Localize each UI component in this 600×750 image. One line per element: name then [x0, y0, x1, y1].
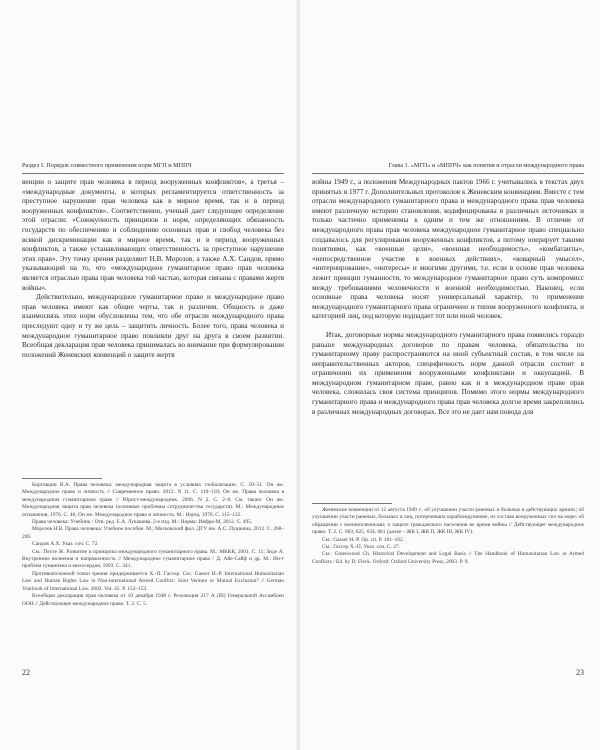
- footnote: Морозов Н.В. Права человека: Учебное пособие. М.; Московский фил. ДГУ им. А.С. Пушкина, 2012. С. 268–269.: [22, 526, 284, 540]
- page-number: 23: [576, 668, 584, 677]
- running-header: Глава 1. «МГП» и «МППЧ» как понятия и отрасли международного права: [388, 162, 584, 169]
- footnote: См.: Гассер Х.-П. Указ. соч. С. 27.: [322, 544, 400, 551]
- running-header: Раздел I. Порядок совместного применения норм МГП и МППЧ: [22, 162, 192, 169]
- footnotes: [312, 507, 584, 566]
- footnote: См.: Песте Ж. Развитие и принципы международного гуманитарного права. М.: МККК, 2001. С. 11; Зиде А. Внутренние волнения и напряженность // Международное гуманитарное право / Д. Айе-Сайф и др. М.: Ин-т проблем гуманизма и милосердия, 1993. С. 341.: [22, 548, 284, 570]
- body-text: [22, 178, 284, 360]
- header-rule: [312, 173, 584, 174]
- footnote: См.: Gasser H.-P. Op. cit. P. 161–162.: [322, 536, 405, 543]
- header-rule: [22, 173, 284, 174]
- footnote: Женевские конвенции от 12 августа 1949 г.: об улучшении участи раненых и больных в действующих армиях; об улучшении участи раненых, больных и лиц, потерпевших кораблекрушение, из состава вооруженных сил на море; об обращении с военнопленными; о защите гражданского населения во время войны // Действующее международное право. Т. 2. С. 603, 625, 634, 681 (далее – ЖК I, ЖК II, ЖК III, ЖК IV).: [312, 507, 584, 536]
- right-page: [300, 0, 600, 750]
- body-text: [312, 178, 584, 417]
- footnotes: [22, 482, 284, 608]
- paragraph: венции о защите прав человека в период вооруженных конфликтов», а третья – «международные документы, в которых регламентируется ответственность за преступное нарушение прав человека как в мирное время, так и в период вооруженных конфликтов». Соответственно, ученый дает следующее определение этой отрасли: «Совокупность принципов и норм, определяющих обязанность государств по обеспечению и соблюдению основных прав и свобод человека без всякой дискриминации как в мирное время, так и в период вооруженных конфликтов, а также устанавливающих ответственность за преступное нарушение этих прав». Эту точку зрения разделяют Н.В. Морозов, а также А.Х. Саидов, прямо указывающий на то, что «международное гуманитарное право прав человека является отраслью права прав человека той частью, которая связана с правами жертв войны».: [22, 178, 284, 292]
- footnote: Саидов А.Х. Указ. соч. С. 72.: [32, 541, 99, 548]
- footnote: Всеобщая декларация прав человека от 10 декабря 1948 г. Резолюция 217 A (III) Генеральной Ассамблеи ООН // Действующее международное право. Т. 2. С. 5.: [22, 593, 284, 607]
- page-number: 22: [22, 668, 30, 677]
- paragraph: войны 1949 г., а положения Международных пактов 1966 г. учитывались в текстах двух принятых в 1977 г. Дополнительных протоколов к Женевским конвенциям. Вместе с тем отрасли международного гуманитарного права и международного права прав человека имеют различную историю становления, кодифицированы в различных источниках и только частично применимы к одним и тем же отношениям. В отличие от международного права прав человека международное гуманитарное право специально создавалось для регулирования вооруженных конфликтов, а потому оперирует такими понятиями, как «военные цели», «военная необходимость», «комбатанты», «непосредственное участие в военных действиях», «коварный умысел», «интернирование», «интересы» и многими другими, т.е. если в основе прав человека лежит принцип гуманности, то международное гуманитарное право суть компромисс между требованиями человечности и военной необходимостью. Наконец, если основные права человека носят универсальный характер, то применение международного гуманитарного права ограничено и типом вооруженного конфликта, и категорией лиц, под которую подпадает тот или иной человек.: [312, 178, 584, 321]
- footnote: Противоположной точки зрения придерживается Х.-П. Гассер. См.: Gasser H.-P. International Humanitarian Law and Human Rights Law in Non-international Armed Conflict: Joint Venture or Mutual Exclusion? // German Yearbook of International Law. 2002. Vol. 45. P. 152–153.: [22, 570, 284, 592]
- footnote-rule: [22, 478, 102, 479]
- footnote: См.: Greenwood Ch. Historical Development and Legal Basis // The Handbook of Humanitarian Law in Armed Conflicts / Ed. by D. Fleck. Oxford: Oxford University Press, 2003. P. 9.: [312, 551, 584, 565]
- footnote-rule: [312, 503, 392, 504]
- footnote: Кортавцин В.А. Права человека: международная защита в условиях глобализации. С. 50–51. Он же. Международное право и личность // Современное право. 2012. N 11. С. 110–118; Он же. Права человека в международном гуманитарном праве // Юрист-международник. 2006. N 2. С. 2–8. См. также: Он же. Международная защита прав человека (основные проблемы сотрудничества государств). М.: Международные отношения, 1976. С. 46; Он же. Международное право и личность. М.: Наука, 1976. С. 115–122.: [22, 482, 284, 518]
- paragraph: Итак, договорные нормы международного гуманитарного права появились гораздо раньше международных договоров по правам человека, обязательства по гуманитарному праву распространяются на иной субъектный состав, в том числе на неправительственных акторов, специфичность норм данной отрасли состоит в ограничении их применения вооруженными конфликтами и оккупацией. В международном гуманитарном праве, равно как и в международном праве прав человека, сложилась своя система принципов. Помимо этого нормы международного гуманитарного права и международного права прав человека долгое время закреплялись в различных международных договорах. Все это не дает нам повода для: [312, 330, 584, 416]
- paragraph: Действительно, международное гуманитарное право и международное право прав человека имеют как общие черты, так и различия. Общность и даже взаимосвязь этих норм обусловлены тем, что обе отрасли международного права преследуют одну и ту же цель – защитить личность. Более того, права человека и международное гуманитарное право повлияли друг на друга в своем развитии. Всеобщая декларация прав человека принималась во внимание при формулировании положений Женевских конвенций о защите жертв: [22, 293, 284, 359]
- footnote: Права человека: Учебник / Отв. ред. Е.А. Лукашева. 2-е изд. М.: Норма: Инфра-М, 2012. С. 495.: [32, 519, 253, 526]
